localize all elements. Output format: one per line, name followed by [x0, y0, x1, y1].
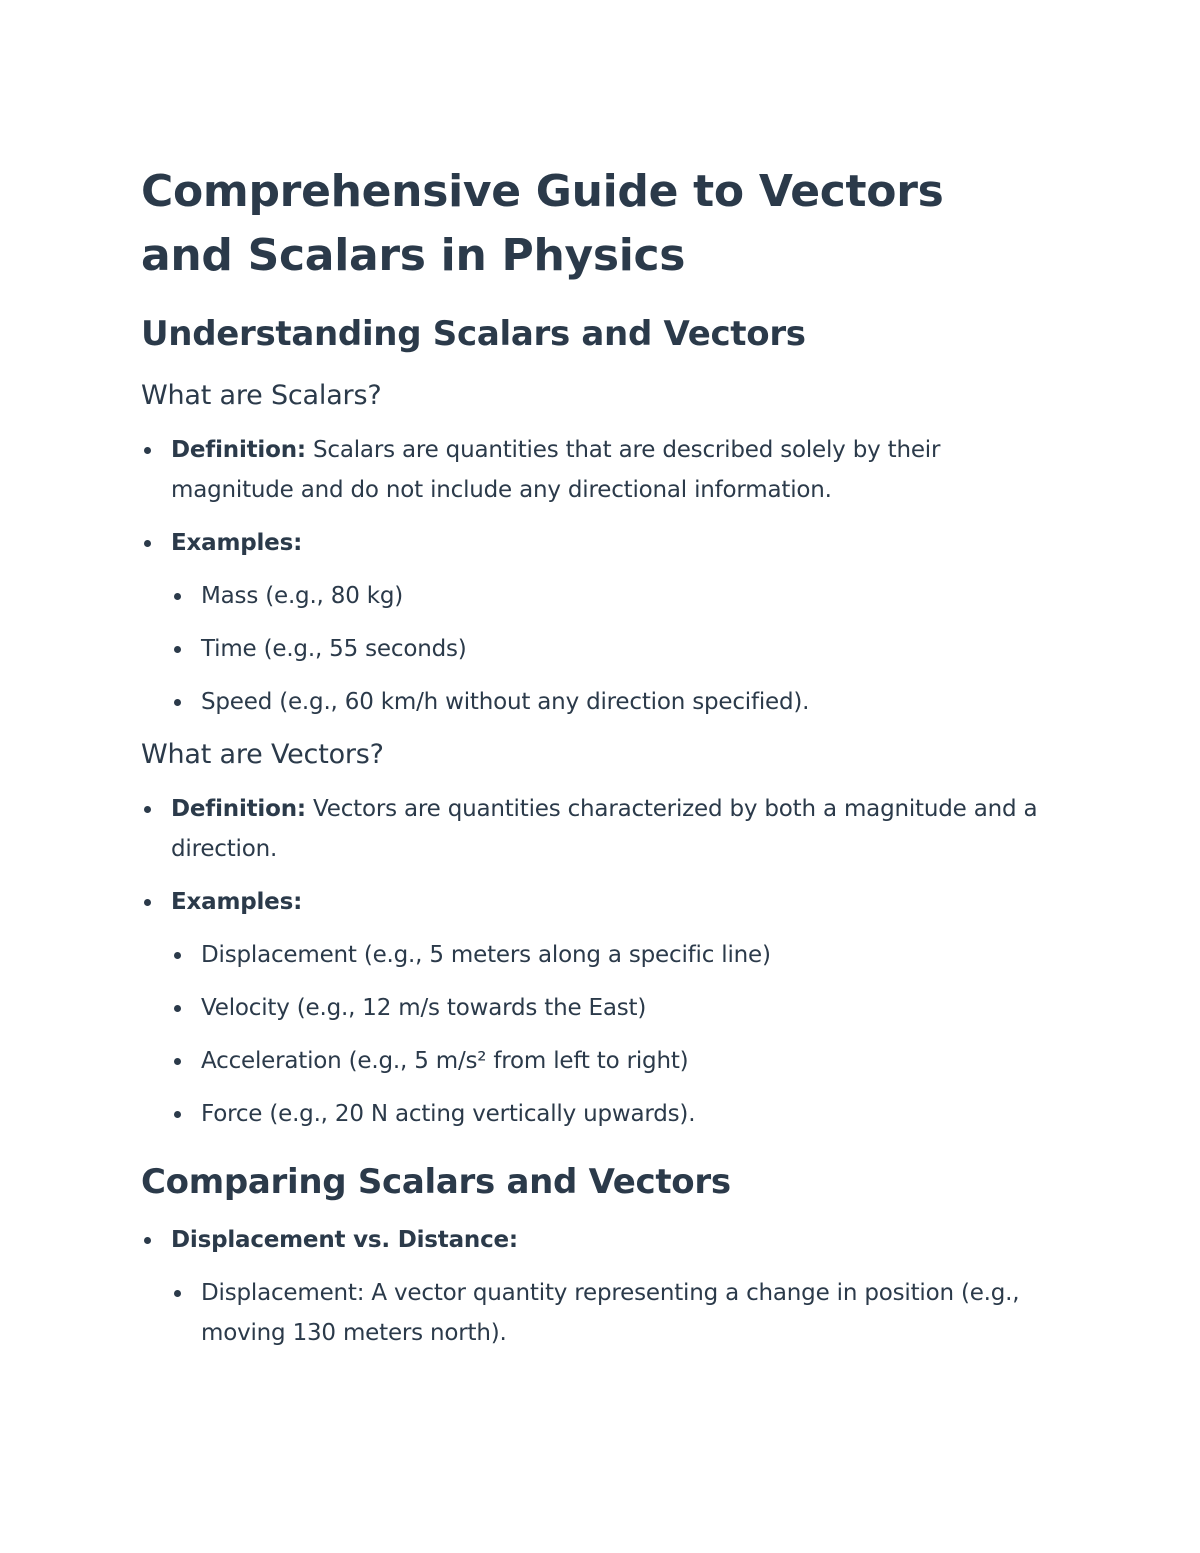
definition-text: Scalars are quantities that are described solely by their magnitude and do not include any directional information.	[171, 437, 941, 503]
comparison-subitem-text: Displacement: A vector quantity representing a change in position (e.g., moving 130 meters north).	[201, 1280, 1020, 1346]
example-text: Time (e.g., 55 seconds)	[201, 636, 467, 662]
bullet-icon	[174, 1005, 181, 1012]
comparison-list	[141, 1220, 1041, 1353]
list-item	[171, 1094, 1041, 1134]
comparison-sublist	[171, 1273, 1041, 1353]
vectors-list	[141, 789, 1041, 1134]
definition-label: Definition:	[171, 796, 306, 822]
scalars-examples-list	[171, 576, 1041, 722]
list-item	[171, 1041, 1041, 1081]
comparison-label: Displacement vs. Distance:	[171, 1227, 518, 1253]
list-item	[171, 935, 1041, 975]
document-title: Comprehensive Guide to Vectors and Scalars in Physics	[141, 166, 944, 281]
scalars-definition-item	[141, 430, 1041, 510]
bullet-icon	[174, 646, 181, 653]
list-item	[171, 1273, 1041, 1353]
bullet-icon	[144, 899, 151, 906]
bullet-icon	[174, 1058, 181, 1065]
section-heading-understanding: Understanding Scalars and Vectors	[141, 314, 806, 354]
example-text: Speed (e.g., 60 km/h without any direction specified).	[201, 689, 810, 715]
example-text: Velocity (e.g., 12 m/s towards the East)	[201, 995, 647, 1021]
bullet-icon	[174, 952, 181, 959]
bullet-icon	[144, 1237, 151, 1244]
subheading-vectors: What are Vectors?	[141, 739, 384, 770]
section-heading-comparing: Comparing Scalars and Vectors	[141, 1162, 731, 1202]
bullet-icon	[174, 699, 181, 706]
example-text: Displacement (e.g., 5 meters along a specific line)	[201, 942, 771, 968]
example-text: Force (e.g., 20 N acting vertically upwards).	[201, 1101, 696, 1127]
comparison-item	[141, 1220, 1041, 1353]
list-item	[171, 988, 1041, 1028]
list-item	[171, 576, 1041, 616]
document-page	[141, 160, 1041, 1366]
list-item	[171, 629, 1041, 669]
vectors-examples-item	[141, 882, 1041, 1134]
bullet-icon	[144, 806, 151, 813]
vectors-definition-item	[141, 789, 1041, 869]
examples-label: Examples:	[171, 530, 303, 556]
bullet-icon	[174, 593, 181, 600]
bullet-icon	[174, 1290, 181, 1297]
example-text: Acceleration (e.g., 5 m/s² from left to right)	[201, 1048, 689, 1074]
bullet-icon	[144, 540, 151, 547]
subheading-scalars: What are Scalars?	[141, 380, 382, 411]
examples-label: Examples:	[171, 889, 303, 915]
vectors-examples-list	[171, 935, 1041, 1134]
bullet-icon	[174, 1111, 181, 1118]
list-item	[171, 682, 1041, 722]
definition-text: Vectors are quantities characterized by both a magnitude and a direction.	[171, 796, 1038, 862]
scalars-examples-item	[141, 523, 1041, 722]
scalars-list	[141, 430, 1041, 722]
definition-label: Definition:	[171, 437, 306, 463]
bullet-icon	[144, 447, 151, 454]
example-text: Mass (e.g., 80 kg)	[201, 583, 404, 609]
